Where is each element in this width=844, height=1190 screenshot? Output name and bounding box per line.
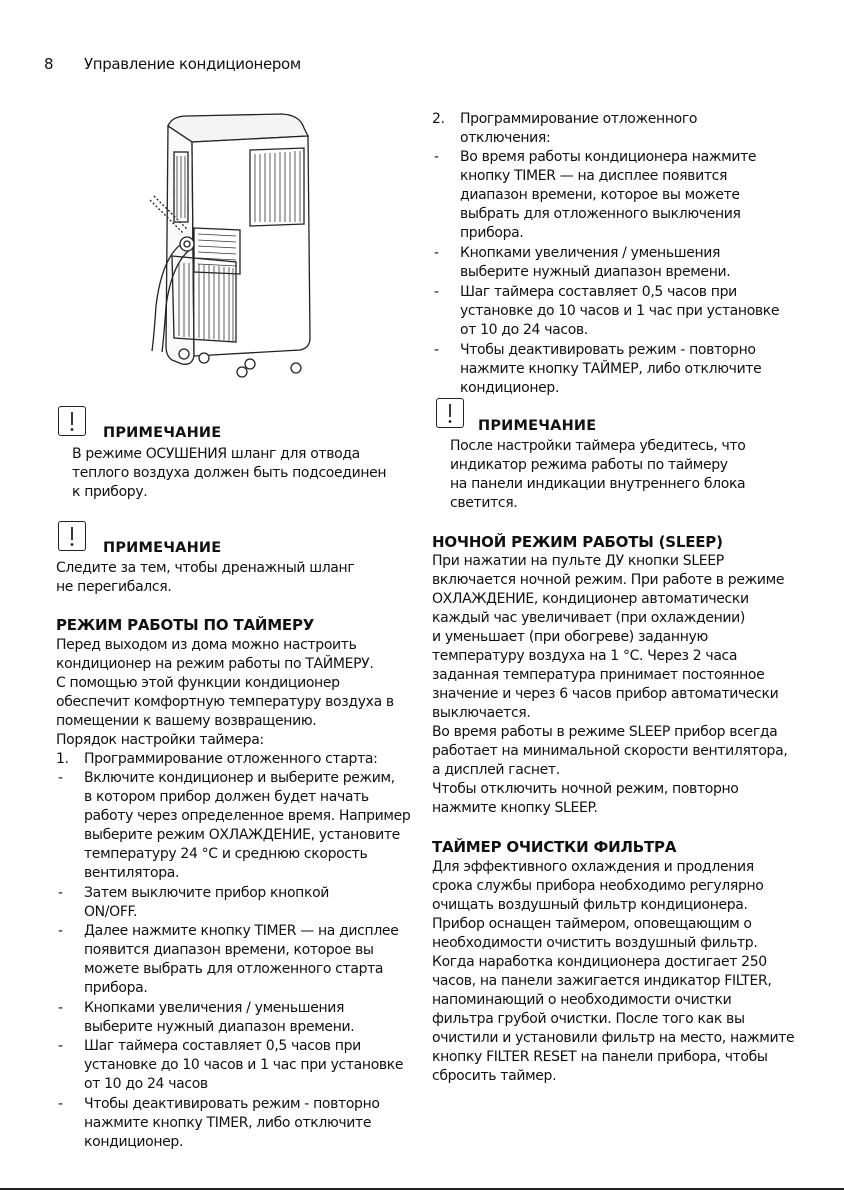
list-item: температуру 24 °C и среднюю скорость — [84, 846, 368, 862]
body-text: ОХЛАЖДЕНИЕ, кондиционер автоматически — [432, 591, 749, 607]
body-text: помещении к вашему возвращению. — [56, 713, 317, 729]
body-text: кнопку FILTER RESET на панели прибора, чтобы — [432, 1049, 768, 1065]
note-text: на панели индикации внутреннего блока — [450, 476, 746, 492]
body-text: каждый час увеличивает (при охлаждении) — [432, 610, 746, 626]
list-marker: - — [434, 342, 439, 358]
list-item: Во время работы кондиционера нажмите — [460, 149, 757, 165]
list-item: Программирование отложенного старта: — [84, 751, 378, 767]
list-item: от 10 до 24 часов — [84, 1076, 208, 1092]
body-text: сбросить таймер. — [432, 1068, 557, 1084]
note-text: к прибору. — [72, 484, 148, 500]
section-heading-sleep: НОЧНОЙ РЕЖИМ РАБОТЫ (SLEEP) — [432, 533, 723, 551]
note-text: светится. — [450, 495, 518, 511]
list-item: прибора. — [84, 980, 148, 996]
section-heading-filter: ТАЙМЕР ОЧИСТКИ ФИЛЬТРА — [432, 838, 677, 856]
warning-icon — [58, 521, 86, 551]
note-text: Следите за тем, чтобы дренажный шланг — [56, 560, 355, 576]
list-item: кондиционер. — [460, 380, 560, 396]
list-item: выберите нужный диапазон времени. — [460, 264, 731, 280]
list-marker: - — [58, 1096, 63, 1112]
body-text: выключается. — [432, 705, 531, 721]
list-item: Кнопками увеличения / уменьшения — [460, 245, 721, 261]
body-text: заданная температура принимает постоянное — [432, 667, 765, 683]
list-item: можете выбрать для отложенного старта — [84, 961, 384, 977]
body-text: Прибор оснащен таймером, оповещающим о — [432, 916, 752, 932]
note-title: ПРИМЕЧАНИЕ — [103, 540, 222, 556]
body-text: очистили и установили фильтр на место, нажмите — [432, 1030, 795, 1046]
list-item: Включите кондиционер и выберите режим, — [84, 770, 395, 786]
body-text: срока службы прибора необходимо регулярно — [432, 878, 764, 894]
page-number: 8 — [44, 55, 54, 73]
list-item: появится диапазон времени, которое вы — [84, 942, 374, 958]
body-text: значение и через 6 часов прибор автоматически — [432, 686, 779, 702]
list-item: кондиционер. — [84, 1134, 184, 1150]
list-item: кнопку TIMER — на дисплее появится — [460, 168, 728, 184]
list-item: нажмите кнопку ТАЙМЕР, либо отключите — [460, 361, 762, 377]
list-item: диапазон времени, которое вы можете — [460, 187, 740, 203]
note-text: После настройки таймера убедитесь, что — [450, 438, 746, 454]
list-marker: 1. — [56, 751, 69, 767]
body-text: Для эффективного охлаждения и продления — [432, 859, 754, 875]
warning-icon — [58, 406, 86, 436]
page-header-title: Управление кондиционером — [84, 55, 301, 73]
body-text: необходимости очистить воздушный фильтр. — [432, 935, 758, 951]
list-item: выберите нужный диапазон времени. — [84, 1019, 355, 1035]
section-heading-timer: РЕЖИМ РАБОТЫ ПО ТАЙМЕРУ — [56, 616, 315, 634]
list-item: Шаг таймера составляет 0,5 часов при — [84, 1038, 361, 1054]
list-item: выберите режим ОХЛАЖДЕНИЕ, установите — [84, 827, 400, 843]
note-text: теплого воздуха должен быть подсоединен — [72, 465, 387, 481]
list-marker: - — [434, 245, 439, 261]
note-text: индикатор режима работы по таймеру — [450, 457, 728, 473]
body-text: кондиционер на режим работы по ТАЙМЕРУ. — [56, 656, 374, 672]
body-text: напоминающий о необходимости очистки — [432, 992, 732, 1008]
list-item: установке до 10 часов и 1 час при установке — [460, 303, 780, 319]
body-text: При нажатии на пульте ДУ кнопки SLEEP — [432, 553, 724, 569]
list-item: Затем выключите прибор кнопкой — [84, 885, 330, 901]
list-item: отключения: — [460, 130, 551, 146]
list-marker: 2. — [432, 111, 445, 127]
body-text: Порядок настройки таймера: — [56, 732, 264, 748]
list-marker: - — [434, 149, 439, 165]
list-item: Далее нажмите кнопку TIMER — на дисплее — [84, 923, 399, 939]
list-item: прибора. — [460, 225, 524, 241]
list-item: в котором прибор должен будет начать — [84, 789, 369, 805]
note-text: не перегибался. — [56, 579, 172, 595]
body-text: Во время работы в режиме SLEEP прибор всегда — [432, 724, 778, 740]
list-marker: - — [58, 1000, 63, 1016]
list-item: от 10 до 24 часов. — [460, 322, 588, 338]
list-marker: - — [58, 923, 63, 939]
note-title: ПРИМЕЧАНИЕ — [478, 418, 597, 434]
list-marker: - — [58, 1038, 63, 1054]
list-item: работу через определенное время. Например — [84, 808, 411, 824]
list-marker: - — [58, 885, 63, 901]
note-title: ПРИМЕЧАНИЕ — [103, 425, 222, 441]
list-item: Чтобы деактивировать режим - повторно — [460, 342, 756, 358]
list-item: Программирование отложенного — [460, 111, 698, 127]
note-text: В режиме ОСУШЕНИЯ шланг для отвода — [72, 446, 360, 462]
list-item: установке до 10 часов и 1 час при установке — [84, 1057, 404, 1073]
list-item: Шаг таймера составляет 0,5 часов при — [460, 284, 737, 300]
warning-icon — [436, 398, 464, 428]
list-item: вентилятора. — [84, 865, 180, 881]
list-marker: - — [434, 284, 439, 300]
body-text: включается ночной режим. При работе в режиме — [432, 572, 785, 588]
body-text: а дисплей гаснет. — [432, 762, 560, 778]
list-marker: - — [58, 770, 63, 786]
body-text: часов, на панели зажигается индикатор FILTER, — [432, 973, 772, 989]
list-item: ON/OFF. — [84, 904, 138, 920]
body-text: температуру воздуха на 1 °С. Через 2 часа — [432, 648, 738, 664]
list-item: Чтобы деактивировать режим - повторно — [84, 1096, 380, 1112]
list-item: нажмите кнопку TIMER, либо отключите — [84, 1115, 372, 1131]
air-conditioner-illustration — [132, 106, 322, 384]
body-text: очищать воздушный фильтр кондиционера. — [432, 897, 748, 913]
body-text: Чтобы отключить ночной режим, повторно — [432, 781, 739, 797]
body-text: нажмите кнопку SLEEP. — [432, 800, 598, 816]
body-text: Перед выходом из дома можно настроить — [56, 637, 357, 653]
list-item: выбрать для отложенного выключения — [460, 206, 741, 222]
body-text: и уменьшает (при обогреве) заданную — [432, 629, 708, 645]
body-text: С помощью этой функции кондиционер — [56, 675, 340, 691]
body-text: обеспечит комфортную температуру воздуха в — [56, 694, 394, 710]
body-text: Когда наработка кондиционера достигает 250 — [432, 954, 767, 970]
body-text: фильтра грубой очистки. После того как вы — [432, 1011, 745, 1027]
list-item: Кнопками увеличения / уменьшения — [84, 1000, 345, 1016]
body-text: работает на минимальной скорости вентилятора, — [432, 743, 788, 759]
